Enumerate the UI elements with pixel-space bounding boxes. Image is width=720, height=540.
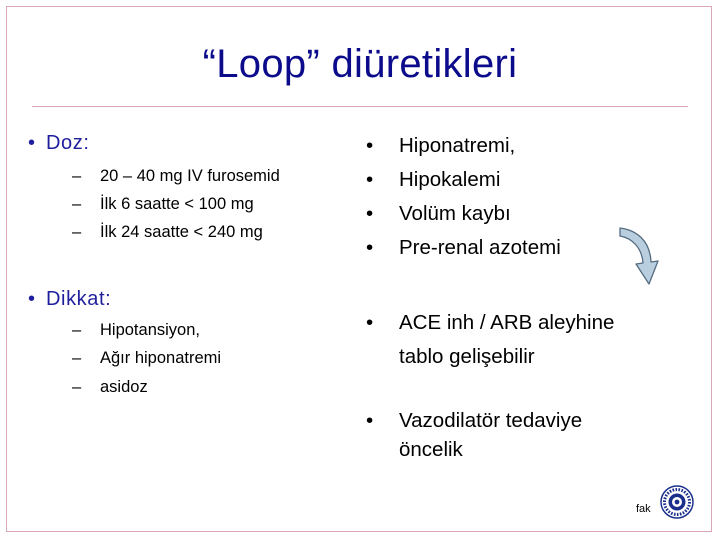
dose-item bbox=[72, 195, 254, 214]
dose-item bbox=[72, 223, 263, 242]
ace-note-line: tablo gelişebilir bbox=[399, 345, 535, 368]
dash: – bbox=[72, 378, 82, 396]
effect-label: Hipokalemi bbox=[399, 168, 501, 191]
bullet: • bbox=[366, 134, 374, 157]
effect-label: Volüm kaybı bbox=[399, 202, 511, 225]
dash: – bbox=[72, 195, 82, 213]
title-divider bbox=[32, 106, 688, 107]
curved-arrow-icon bbox=[618, 226, 666, 288]
bullet: • bbox=[28, 288, 36, 310]
bullet: • bbox=[366, 409, 374, 432]
dose-item-label: İlk 24 saatte < 240 mg bbox=[100, 223, 263, 241]
bullet: • bbox=[366, 168, 374, 191]
bullet: • bbox=[366, 202, 374, 225]
dose-item-label: İlk 6 saatte < 100 mg bbox=[100, 195, 254, 213]
caution-item-label: asidoz bbox=[100, 378, 148, 396]
effect-item bbox=[366, 236, 561, 260]
effect-label: Hiponatremi, bbox=[399, 134, 516, 157]
caution-item bbox=[72, 378, 148, 397]
dash: – bbox=[72, 321, 82, 339]
dose-item bbox=[72, 167, 280, 186]
caution-heading-label: Dikkat: bbox=[46, 288, 112, 310]
faculty-seal-logo bbox=[660, 485, 694, 519]
effect-label: Pre-renal azotemi bbox=[399, 236, 561, 259]
dash: – bbox=[72, 167, 82, 185]
caution-heading bbox=[28, 288, 111, 311]
caution-item bbox=[72, 321, 200, 340]
dash: – bbox=[72, 349, 82, 367]
bullet: • bbox=[366, 236, 374, 259]
vasodilator-note-line: Vazodilatör tedaviye bbox=[399, 409, 583, 432]
caution-item bbox=[72, 349, 221, 368]
ace-note bbox=[366, 306, 614, 374]
dose-heading-label: Doz: bbox=[46, 132, 90, 154]
vasodilator-note bbox=[366, 406, 582, 464]
dose-item-label: 20 – 40 mg IV furosemid bbox=[100, 167, 280, 185]
caution-item-label: Hipotansiyon, bbox=[100, 321, 200, 339]
caution-item-label: Ağır hiponatremi bbox=[100, 349, 222, 367]
effect-item bbox=[366, 202, 511, 226]
slide-title: “Loop” diüretikleri bbox=[202, 42, 518, 86]
dash: – bbox=[72, 223, 82, 241]
bullet: • bbox=[366, 311, 374, 334]
effect-item bbox=[366, 134, 515, 158]
vasodilator-note-line: öncelik bbox=[399, 438, 463, 461]
bullet: • bbox=[28, 132, 36, 154]
footer-label: fak bbox=[636, 503, 651, 515]
dose-heading bbox=[28, 132, 90, 155]
ace-note-line: ACE inh / ARB aleyhine bbox=[399, 311, 615, 334]
effect-item bbox=[366, 168, 500, 192]
